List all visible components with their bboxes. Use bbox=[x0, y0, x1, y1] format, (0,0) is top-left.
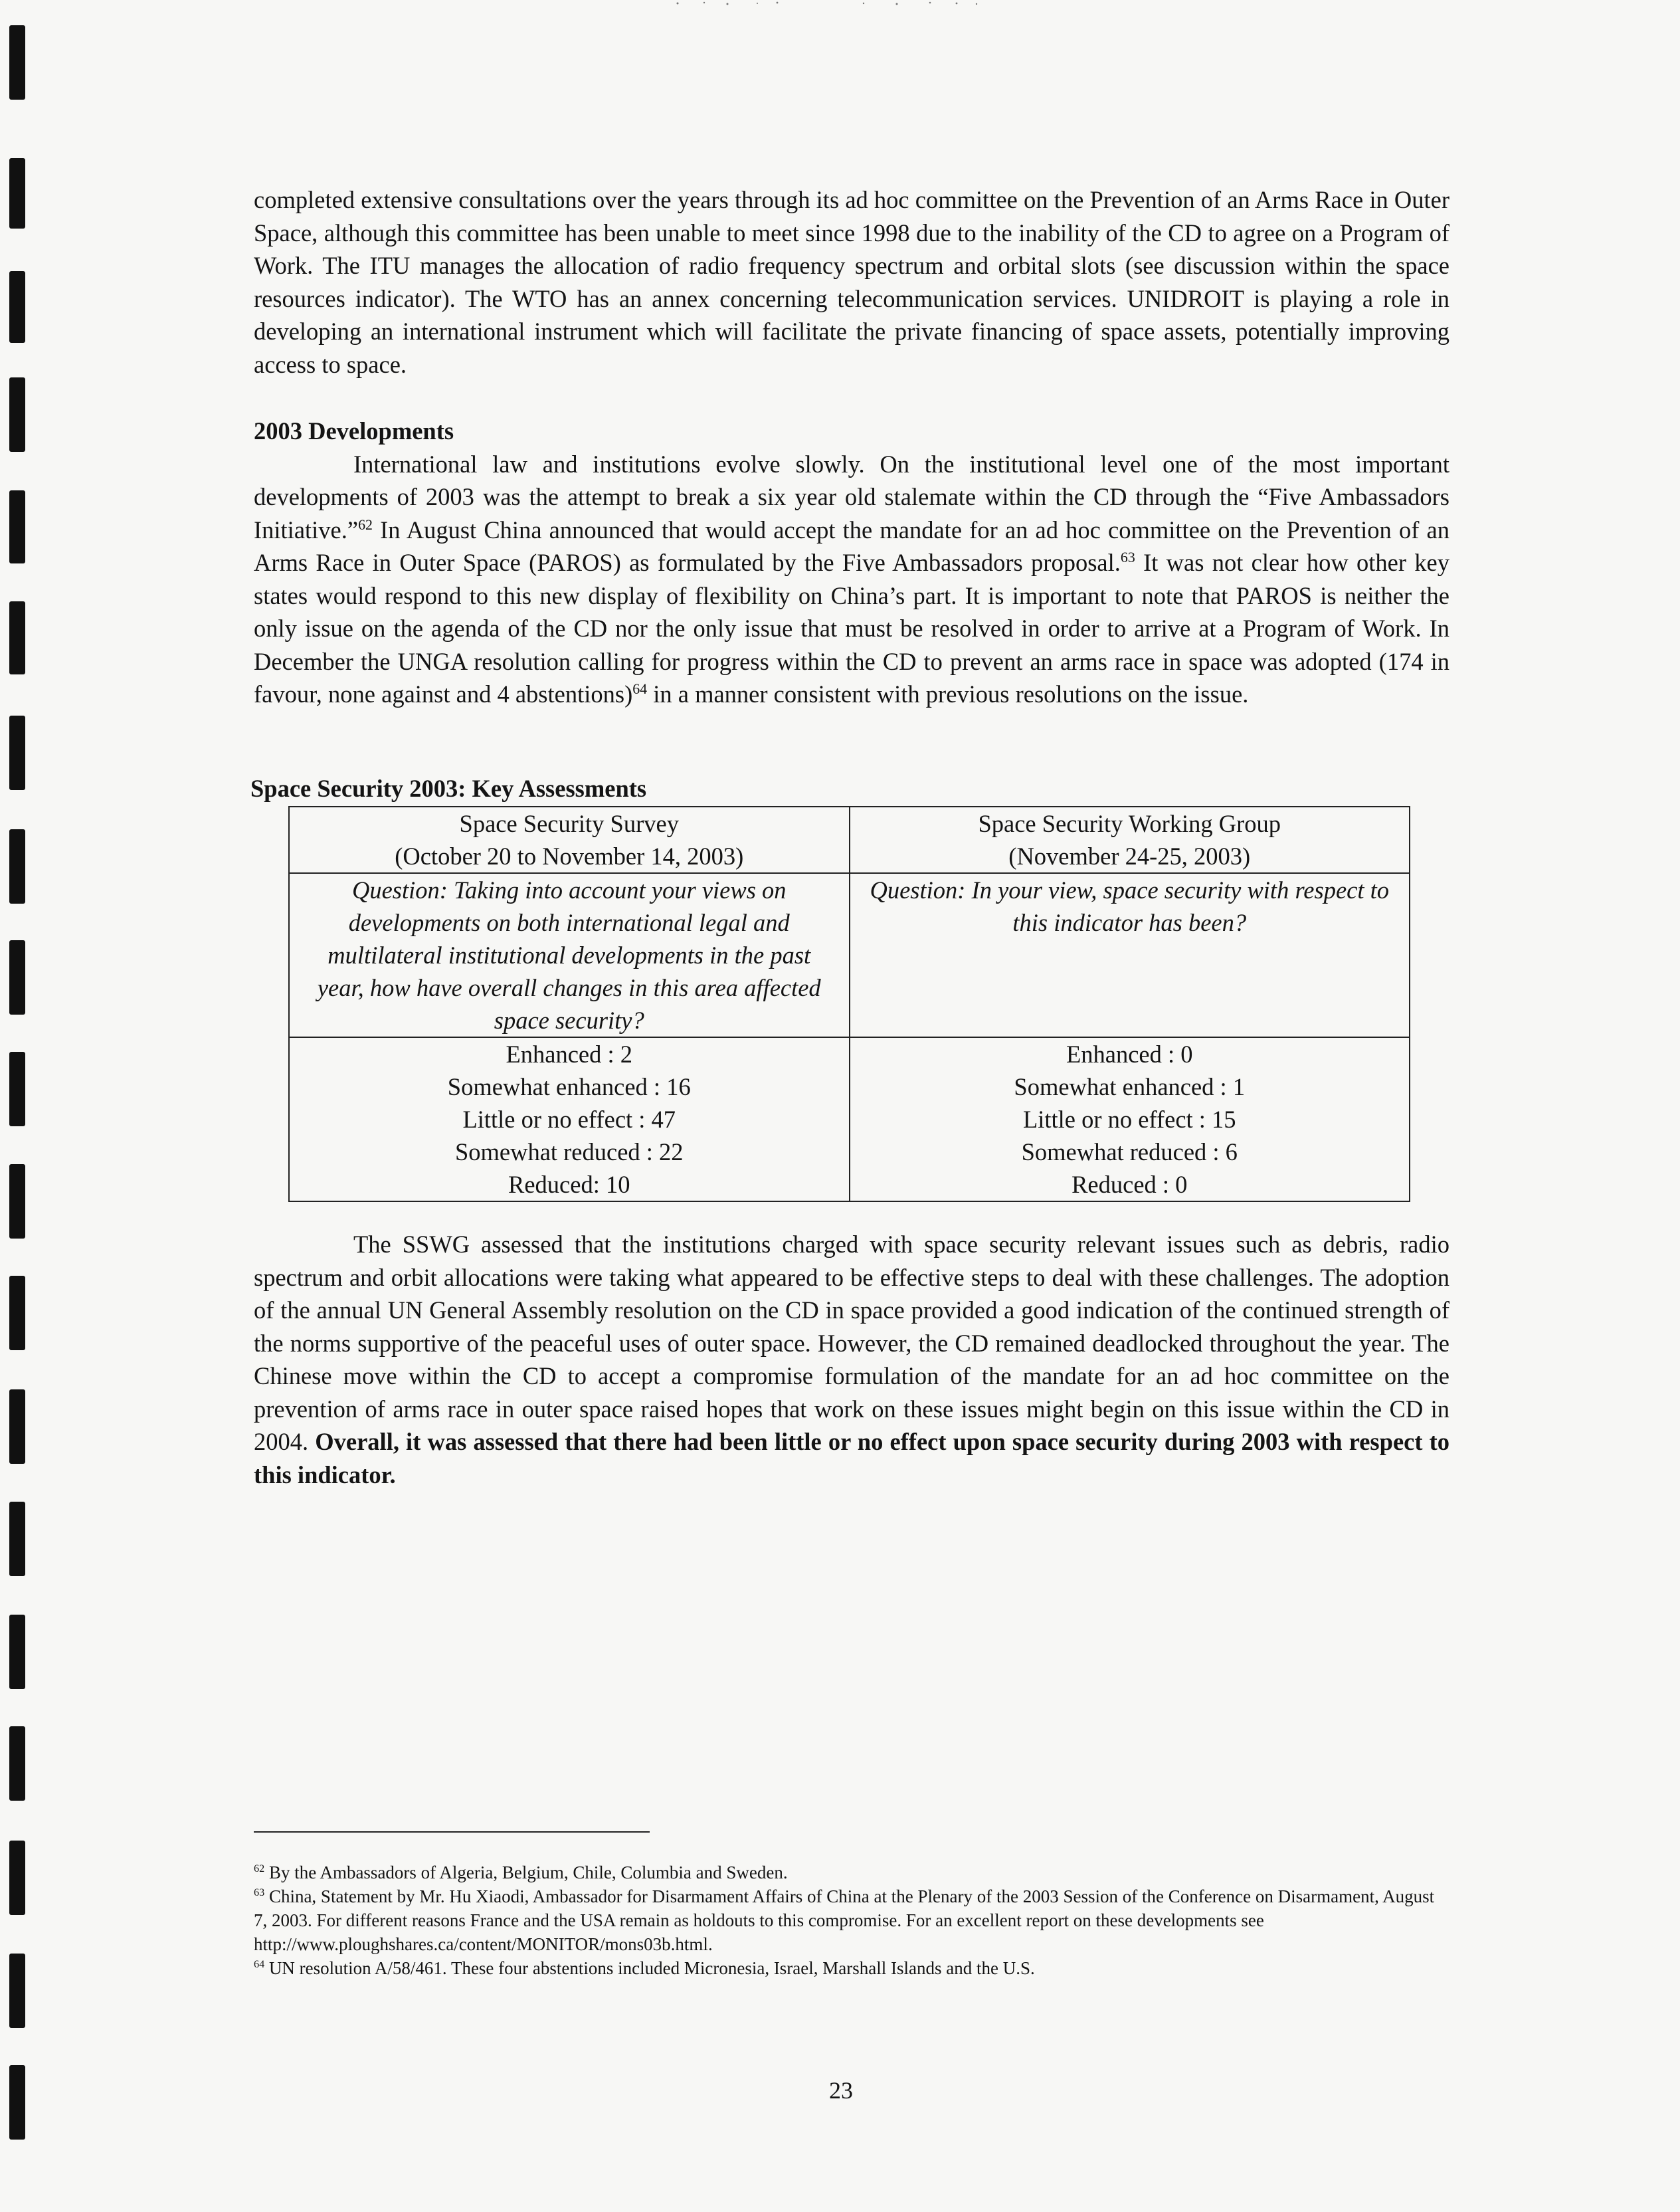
binder-mark bbox=[9, 1164, 25, 1239]
table-results-row bbox=[289, 1037, 1410, 1201]
footnote-text: By the Ambassadors of Algeria, Belgium, Chile, Columbia and Sweden. bbox=[264, 1862, 788, 1882]
result-line: Little or no effect : 47 bbox=[462, 1106, 676, 1133]
survey-header bbox=[289, 807, 850, 873]
binder-mark bbox=[9, 1726, 25, 1801]
result-line: Somewhat reduced : 6 bbox=[1021, 1138, 1238, 1165]
result-line: Somewhat enhanced : 1 bbox=[1014, 1073, 1246, 1100]
result-line: Reduced : 0 bbox=[1072, 1171, 1188, 1198]
binder-mark bbox=[9, 377, 25, 452]
developments-text: It was not clear how other key states would respond to this new display of flexibility on China’s part. It is important to note that PAROS is neither the only issue on the agenda of the CD nor the only issue that must be resolved in order to arrive at a Program of Work. In December the UNGA resolution calling for progress within the CD to prevent an arms race in space was adopted (174 in favour, none against and 4 abstentions) bbox=[254, 549, 1450, 708]
footnote-text: UN resolution A/58/461. These four abstentions included Micronesia, Israel, Marshall Islands and the U.S. bbox=[264, 1958, 1035, 1978]
binder-mark bbox=[9, 829, 25, 904]
binder-mark bbox=[9, 490, 25, 563]
footnotes bbox=[254, 1860, 1443, 1980]
header-line: (November 24-25, 2003) bbox=[1008, 843, 1251, 870]
working-group-results bbox=[850, 1037, 1410, 1201]
footnote-number: 64 bbox=[254, 1958, 265, 1970]
binder-mark bbox=[9, 940, 25, 1015]
footnote-separator bbox=[254, 1831, 650, 1833]
binder-mark bbox=[9, 158, 25, 229]
binder-mark bbox=[9, 1052, 25, 1126]
assessment-table bbox=[288, 806, 1410, 1202]
binder-mark bbox=[9, 1502, 25, 1576]
footnote-ref: 64 bbox=[632, 680, 648, 697]
footnote bbox=[254, 1884, 1443, 1956]
developments-text: in a manner consistent with previous resolutions on the issue. bbox=[647, 680, 1249, 708]
page-number: 23 bbox=[829, 2077, 853, 2104]
footnote bbox=[254, 1860, 1443, 1884]
developments-text: International law and institutions evolve slowly. On the institutional level one of the most important developments of 2003 was the attempt to break a six year old stalemate within the CD through the “Five Ambassadors Initiative.” bbox=[254, 450, 1449, 544]
survey-question: Question: Taking into account your views on developments on both international legal and multilateral institutional developments in the past year, how have overall changes in this area affected space security? bbox=[289, 873, 850, 1037]
survey-results bbox=[289, 1037, 850, 1201]
binder-mark bbox=[9, 2065, 25, 2140]
table-caption: Space Security 2003: Key Assessments bbox=[250, 775, 647, 802]
binder-mark bbox=[9, 716, 25, 790]
result-line: Reduced: 10 bbox=[508, 1171, 630, 1198]
conclusion-emphasis: Overall, it was assessed that there had been little or no effect upon space security during 2003 with respect to this indicator. bbox=[254, 1428, 1450, 1488]
binder-mark bbox=[9, 271, 25, 343]
header-line: Space Security Working Group bbox=[978, 810, 1281, 837]
footnote-number: 63 bbox=[254, 1886, 265, 1898]
result-line: Enhanced : 0 bbox=[1066, 1041, 1193, 1068]
footnote-number: 62 bbox=[254, 1862, 265, 1874]
conclusion-paragraph bbox=[254, 1228, 1449, 1491]
result-line: Enhanced : 2 bbox=[506, 1041, 633, 1068]
footnote-text: China, Statement by Mr. Hu Xiaodi, Ambassador for Disarmament Affairs of China at the Plenary of the 2003 Session of the Conference on Disarmament, August 7, 2003. For different reasons France and the USA remain as holdouts to this compromise. For an excellent report on these developments see http://www.ploughshares.ca/content/MONITOR/mons03b.html. bbox=[254, 1886, 1435, 1954]
developments-text: In August China announced that would accept the mandate for an ad hoc committee on the Prevention of an Arms Race in Outer Space (PAROS) as formulated by the Five Ambassadors proposal. bbox=[254, 516, 1449, 576]
header-line: (October 20 to November 14, 2003) bbox=[395, 843, 744, 870]
result-line: Somewhat reduced : 22 bbox=[454, 1138, 684, 1165]
table-header-row bbox=[289, 807, 1410, 873]
footnote-ref: 63 bbox=[1120, 548, 1135, 565]
developments-paragraph bbox=[254, 448, 1449, 711]
result-line: Little or no effect : 15 bbox=[1022, 1106, 1236, 1133]
binder-mark bbox=[9, 1841, 25, 1915]
intro-paragraph bbox=[254, 183, 1449, 381]
footnote bbox=[254, 1956, 1443, 1980]
scan-speckle bbox=[664, 0, 996, 8]
binder-mark bbox=[9, 1954, 25, 2028]
binder-mark bbox=[9, 25, 25, 100]
binder-mark bbox=[9, 1615, 25, 1689]
working-group-question: Question: In your view, space security with respect to this indicator has been? bbox=[850, 873, 1410, 1037]
binder-mark bbox=[9, 1276, 25, 1350]
conclusion-section bbox=[254, 1228, 1449, 1491]
result-line: Somewhat enhanced : 16 bbox=[447, 1073, 691, 1100]
conclusion-text: The SSWG assessed that the institutions charged with space security relevant issues such as debris, radio spectrum and orbit allocations were taking what appeared to be effective steps to deal with these challenges. The adoption of the annual UN General Assembly resolution on the CD in space provided a good indication of the continued strength of the norms supportive of the peaceful uses of outer space. However, the CD remained deadlocked throughout the year. The Chinese move within the CD to accept a compromise formulation of the mandate for an ad hoc committee on the prevention of arms race in outer space raised hopes that work on these issues might begin on this issue within the CD in 2004. bbox=[254, 1231, 1449, 1455]
footnote-ref: 62 bbox=[358, 516, 373, 533]
section-heading: 2003 Developments bbox=[254, 417, 454, 445]
binder-mark bbox=[9, 1389, 25, 1464]
header-line: Space Security Survey bbox=[459, 810, 679, 837]
table-question-row bbox=[289, 873, 1410, 1037]
developments-section bbox=[254, 415, 1449, 711]
intro-text: completed extensive consultations over the years through its ad hoc committee on the Prevention of an Arms Race in Outer Space, although this committee has been unable to meet since 1998 due to the inability of the CD to agree on a Program of Work. The ITU manages the allocation of radio frequency spectrum and orbital slots (see discussion within the space resources indicator). The WTO has an annex concerning telecommunication services. UNIDROIT is playing a role in developing an international instrument which will facilitate the private financing of space assets, potentially improving access to space. bbox=[254, 186, 1449, 378]
binder-mark bbox=[9, 601, 25, 674]
working-group-header bbox=[850, 807, 1410, 873]
